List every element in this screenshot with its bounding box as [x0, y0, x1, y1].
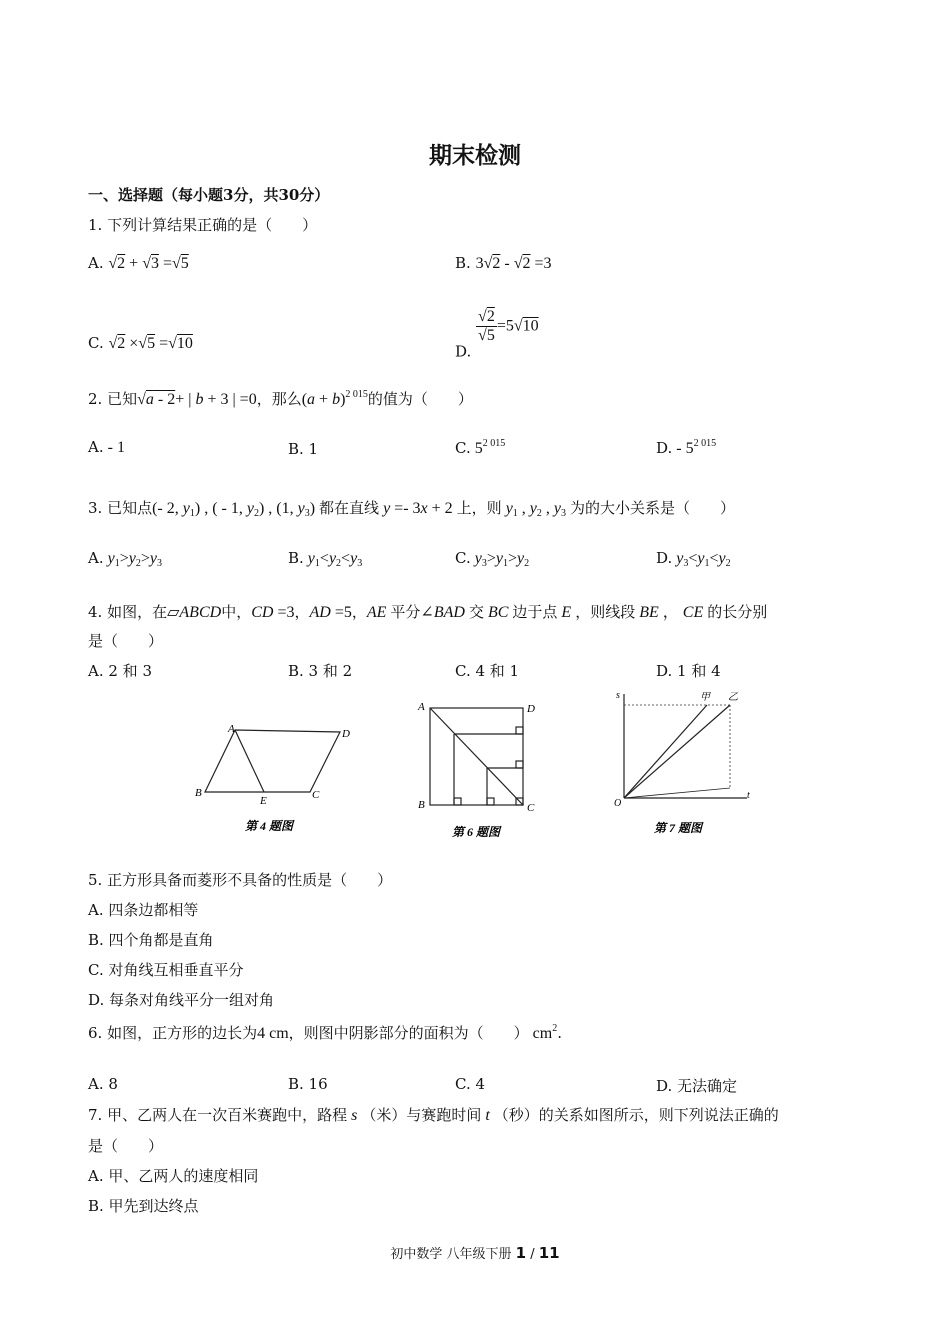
page-total: 11 [538, 1244, 560, 1262]
q4-parallelogram: ▱ABCD [167, 604, 222, 621]
q7-meter: （米）与赛跑时间 [361, 1106, 482, 1124]
q7-second: （秒）的关系如图所示，则下列说法正确的 [493, 1106, 779, 1124]
q2-c-expr: $5^{2 015}$ [470, 438, 506, 457]
q6-option-b: B. 16 [288, 1075, 328, 1093]
section-heading: 一、选择题（每小题3分，共30分） [88, 186, 330, 204]
q2-d-expr: - $5^{2 015}$ [672, 438, 717, 457]
q2-stem [88, 388, 473, 409]
q1-option-d [455, 308, 539, 361]
q3-prefix: 3. 已知点 [88, 499, 153, 517]
q3-then: 上，则 [456, 499, 502, 517]
q7-t: t [481, 1107, 494, 1124]
q3-option-d [656, 549, 731, 569]
q1-option-b [455, 254, 552, 273]
q3-c-expr: $y_3>y_1>y_2$ [474, 550, 530, 569]
q3-d-label: D. [656, 549, 673, 567]
svg-text:D: D [527, 703, 535, 715]
footer-text: 初中数学 八年级下册 [390, 1247, 512, 1262]
q7-option-a: A. 甲、乙两人的速度相同 [88, 1167, 259, 1185]
q6-option-a: A. 8 [88, 1075, 118, 1093]
q4-cross: 交 [468, 603, 484, 621]
figure-6-square [412, 698, 547, 846]
q3-suffix: 为的大小关系是（ ） [570, 499, 736, 517]
q6-stem [88, 1022, 562, 1043]
figure-7-graph [612, 686, 762, 838]
q2-middle: ，那么 [256, 390, 302, 408]
q5-option-c: C. 对角线互相垂直平分 [88, 961, 244, 979]
page-separator: / [526, 1247, 539, 1262]
q1-option-a [88, 254, 189, 273]
q4-side: 边于点 [512, 603, 558, 621]
q4-bisect: 平分 [390, 603, 421, 621]
q4-ad: AD =5 [309, 604, 352, 621]
svg-text:A: A [418, 701, 425, 713]
q2-d-label: D. [656, 439, 673, 457]
svg-text:B: B [195, 787, 202, 799]
q2-prefix: 2. 已知 [88, 390, 138, 408]
q6-side: 4 cm [257, 1025, 289, 1042]
svg-text:C: C [527, 802, 535, 814]
q2-power: $(a + b)^{2 015}$ [301, 389, 368, 408]
q4-stem-line1: 4. 如图，在▱ABCD中，CD =3，AD =5，AE 平分∠BAD 交 BC 边于点 E ，则线段 BE ， CE 的长分别 [88, 603, 768, 621]
q6-prefix: 6. 如图，正方形的边长为 [88, 1024, 258, 1042]
svg-text:s: s [616, 690, 620, 701]
page-number: 1 [515, 1244, 527, 1262]
q4-option-a: A. 2 和 3 [88, 662, 152, 680]
q3-option-a [88, 549, 162, 569]
q4-prefix: 4. 如图，在 [88, 603, 168, 621]
q2-condition: √a - 2+ | b + 3 | =0 [137, 391, 257, 408]
q7-s: s [347, 1107, 362, 1124]
q3-points: (- 2, $y_1$) , ( - 1, $y_2$) , (1, $y_3$) [152, 500, 320, 519]
q4-cd: CD =3 [251, 604, 295, 621]
page-footer [0, 1243, 950, 1262]
q2-option-c [455, 438, 505, 458]
q6-option-c: C. 4 [455, 1075, 486, 1093]
q1-b-expr: 3√2 - √2 =3 [475, 255, 552, 272]
q4-e: E [561, 604, 572, 621]
q3-option-b [288, 549, 362, 569]
fig4-caption: 第 4 题图 [245, 819, 294, 833]
svg-text:B: B [418, 799, 425, 811]
q3-b-expr: $y_1<y_2<y_3$ [307, 550, 363, 569]
q4-option-c: C. 4 和 1 [455, 662, 520, 680]
svg-text:E: E [260, 795, 267, 807]
q7-stem-line1 [88, 1104, 779, 1125]
q1-a-expr: √2 + √3 =√5 [108, 255, 189, 272]
q4-option-d: D. 1 和 4 [656, 662, 721, 680]
q4-len: 的长分别 [707, 603, 768, 621]
svg-text:A: A [228, 723, 235, 735]
q3-option-c [455, 549, 529, 569]
q1-stem: 1. 下列计算结果正确的是（ ） [88, 216, 318, 234]
q3-vars: $y_1$ , $y_2$ , $y_3$ [505, 500, 567, 519]
q7-option-b: B. 甲先到达终点 [88, 1197, 199, 1215]
q3-a-expr: $y_1>y_2>y_3$ [107, 550, 162, 569]
q2-option-a [88, 438, 125, 457]
q7-prefix: 7. 甲、乙两人在一次百米赛跑中，路程 [88, 1106, 348, 1124]
q4-stem-line2: 是（ ） [88, 632, 164, 650]
q4-in: 中， [221, 603, 252, 621]
q4-seg: ，则线段 [575, 603, 636, 621]
q1-d-label: D. [455, 342, 472, 361]
svg-text:O: O [614, 798, 622, 809]
svg-text:D: D [342, 728, 350, 740]
q3-d-expr: $y_3<y_1<y_2$ [676, 550, 731, 569]
q2-a-label: A. [88, 438, 104, 456]
q4-bc: BC [487, 604, 509, 621]
q2-option-b: B. 1 [288, 440, 319, 458]
fig7-label-yi: 乙 [728, 692, 738, 703]
q5-option-d: D. 每条对角线平分一组对角 [88, 991, 275, 1009]
q4-be-ce: BE ， CE [639, 604, 704, 621]
q3-on-line: 都在直线 [319, 499, 380, 517]
page-title: 期末检测 [429, 142, 521, 169]
q6-option-d: D. 无法确定 [656, 1077, 738, 1095]
figure-4-parallelogram [190, 720, 360, 840]
q5-option-b: B. 四个角都是直角 [88, 931, 214, 949]
q3-a-label: A. [88, 549, 104, 567]
q7-stem-line2: 是（ ） [88, 1137, 164, 1155]
fig7-label-jia: 甲 [700, 692, 710, 703]
q3-c-label: C. [455, 549, 471, 567]
q1-d-fraction: $\frac{√2}{√5}$ [478, 308, 495, 344]
q6-suffix: ，则图中阴影部分的面积为（ ） [288, 1024, 529, 1042]
q4-angle: ∠BAD [420, 604, 465, 621]
q6-unit: $cm^2$ [528, 1023, 558, 1042]
fig6-caption: 第 6 题图 [452, 825, 501, 839]
q3-stem [88, 497, 735, 519]
q1-d-rhs: =5√10 [496, 317, 539, 335]
q1-c-expr: √2 ×√5 =√10 [108, 335, 193, 352]
q5-option-a: A. 四条边都相等 [88, 901, 199, 919]
q6-end: . [557, 1024, 562, 1042]
q2-option-d [656, 438, 716, 458]
svg-text:C: C [312, 789, 320, 801]
q1-b-label: B. [455, 254, 471, 272]
q1-option-c [88, 334, 193, 353]
svg-text:t: t [747, 790, 750, 801]
fig7-caption: 第 7 题图 [654, 821, 703, 835]
q5-stem: 5. 正方形具备而菱形不具备的性质是（ ） [88, 871, 393, 889]
q4-ae: AE [366, 604, 387, 621]
q2-suffix: 的值为（ ） [367, 390, 473, 408]
q4-option-b: B. 3 和 2 [288, 662, 353, 680]
q2-a-expr: - 1 [103, 439, 125, 456]
q1-c-label: C. [88, 334, 104, 352]
q3-line-eq: y =- 3x + 2 [383, 500, 457, 517]
q3-b-label: B. [288, 549, 304, 567]
q2-c-label: C. [455, 439, 471, 457]
q1-a-label: A. [88, 254, 104, 272]
